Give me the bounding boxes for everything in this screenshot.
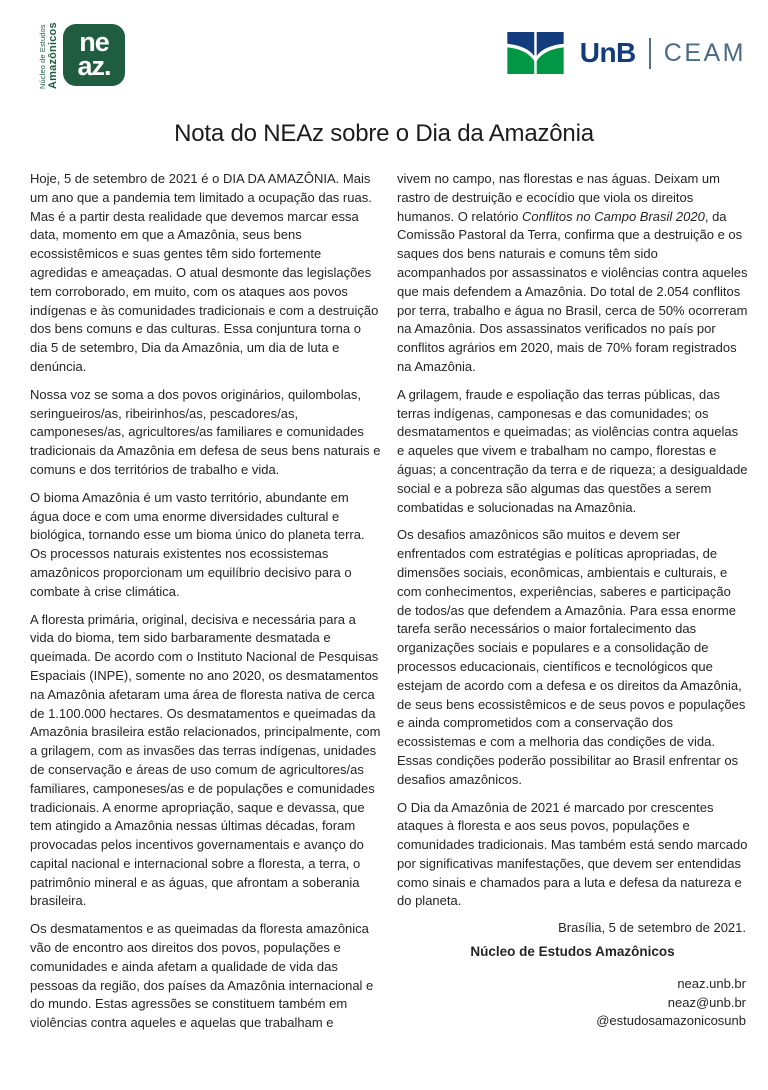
paragraph: A grilagem, fraude e espoliação das terras públicas, das terras indígenas, camponesas e das comunidades; os desmatamentos e queimadas; as violências contra aquelas e aqueles que vivem e trabalham no campo, florestas e águas; a concentração da terra e de riqueza; a desigualdade social e a pobreza são algumas das questões a serem combatidas e solucionadas na Amazônia. bbox=[397, 386, 748, 515]
unb-wordmark: UnB bbox=[579, 37, 636, 68]
email: neaz@unb.br bbox=[667, 994, 746, 1010]
neaz-vertical-line2: Amazônicos bbox=[47, 22, 59, 89]
social-handle: @estudosamazonicosunb bbox=[596, 1013, 746, 1029]
contact-block bbox=[397, 975, 746, 1031]
body-columns bbox=[0, 170, 768, 1042]
paragraph: Hoje, 5 de setembro de 2021 é o DIA DA AMAZÔNIA. Mais um ano que a pandemia tem limitado a ocupação das ruas. Mas é a partir desta realidade que devemos marcar essa data, momento em que a Amazônia, seus bens ecossistêmicos e suas gentes têm sido fortemente agredidas e ameaçadas. O atual desmonte das legislações tem corroborado, em muito, com os ataques aos povos indígenas e às comunidades tradicionais e com a destruição dos bens comuns e das culturas. Essa conjuntura torna o dia 5 de setembro, Dia da Amazônia, um dia de luta e denúncia. bbox=[30, 171, 379, 374]
paragraph: O Dia da Amazônia de 2021 é marcado por crescentes ataques à floresta e aos seus povos, populações e comunidades tradicionais. Mas também está sendo marcado por significativas manifestações, que devem ser entendidas como sinais e chamados para a luta e defesa da natureza e do planeta. bbox=[397, 799, 748, 909]
neaz-logo bbox=[30, 16, 140, 94]
neaz-mark-line2: az. bbox=[77, 51, 111, 81]
page-title: Nota do NEAz sobre o Dia da Amazônia bbox=[174, 120, 594, 147]
right-column-paragraphs bbox=[397, 170, 748, 911]
paragraph: vivem no campo, nas florestas e nas águas. Deixam um rastro de destruição e ecocídio que viola os direitos humanos. O relatório Conflitos no Campo Brasil 2020, da Comissão Pastoral da Terra, confirma que a destruição e os saques dos bens naturais e comuns têm sido acompanhados por assassinatos e violências contra aqueles que mais defendem a Amazônia. Do total de 2.054 conflitos por terra, trabalho e água no Brasil, cerca de 50% ocorreram na Amazônia. Dos assassinatos verificados no país por conflitos agrários em 2020, mais de 70% foram registrados na Amazônia. bbox=[397, 171, 748, 374]
neaz-logo-vertical-text bbox=[33, 23, 59, 89]
unb-symbol-icon bbox=[507, 32, 564, 74]
paragraph: A floresta primária, original, decisiva e necessária para a vida do bioma, tem sido barbaramente desmatada e queimada. De acordo com o Instituto Nacional de Pesquisas Espaciais (INPE), somente no ano 2020, os desmatamentos na Amazônia afetaram uma área de floresta nativa de cerca de 1.100.000 hectares. Os desmatamentos e queimadas da Amazônia brasileira estão relacionados, principalmente, com a grilagem, com as invasões das terras indígenas, unidades de conservação e áreas de uso comum de agricultores/as familiares, camponeses/as e de populações e comunidades tradicionais. A enorme apropriação, saque e devassa, que tem atingido a Amazônia nessas últimas décadas, foram provocadas pelos incentivos governamentais e avanço do capital nacional e internacional sobre a floresta, a terra, o patrimônio mineral e as águas, que afrontam a soberania brasileira. bbox=[30, 611, 381, 909]
signature: Núcleo de Estudos Amazônicos bbox=[470, 944, 675, 960]
unb-ceam-logo bbox=[507, 30, 746, 76]
paragraph: O bioma Amazônia é um vasto território, abundante em água doce e com uma enorme diversidades cultural e biológica, tornando esse um bioma único do planeta terra. Os processos naturais existentes nos ecossistemas amazônicos proporcionam um equilíbrio decisivo para o combate à crise climática. bbox=[30, 489, 365, 599]
paragraph: Nossa voz se soma a dos povos originários, quilombolas, seringueiros/as, ribeirinhos/as, pescadores/as, camponeses/as, agricultores/as familiares e comunidades tradicionais da Amazônia em defesa de seus bens naturais e comuns e dos territórios de trabalho e vida. bbox=[30, 386, 381, 477]
paragraph: Os desmatamentos e as queimadas da floresta amazônica vão de encontro aos direitos dos povos, populações e comunidades e ainda afetam a qualidade de vida das pessoas da região, dos países da Amazônia internacional e do mundo. Estas agressões se constituem também em violências contra aqueles e aquelas que trabalham e bbox=[30, 921, 374, 1031]
place-date: Brasília, 5 de setembro de 2021. bbox=[558, 920, 746, 936]
left-column bbox=[30, 170, 381, 1042]
neaz-mark-line1: ne bbox=[79, 27, 109, 57]
right-column bbox=[397, 170, 748, 1042]
separator-bar bbox=[649, 38, 651, 69]
website: neaz.unb.br bbox=[677, 976, 746, 992]
header bbox=[0, 0, 768, 98]
ceam-label: CEAM bbox=[663, 38, 746, 67]
neaz-vertical-line1: Núcleo de Estudos bbox=[38, 24, 47, 89]
paragraph: Os desafios amazônicos são muitos e devem ser enfrentados com estratégias e políticas apropriadas, de dimensões sociais, econômicas, ambientais e culturais, e com conhecimentos, experiências, saberes e participação de todos/as que defendem a Amazônia. Para essa enorme tarefa serão necessários o maior fortalecimento das organizações sociais e populares e a consolidação de processos educacionais, científicos e tecnológicos que estejam de acordo com a defesa e os direitos da Amazônia, de seus bens ecossistêmicos e de seus povos e populações e ainda comprometidos com a conservação dos ecossistemas e com a melhoria das condições de vida. Essas condições poderão possibilitar ao Brasil enfrentar os desafios amazônicos. bbox=[397, 527, 746, 787]
neaz-logo-mark bbox=[63, 24, 125, 86]
